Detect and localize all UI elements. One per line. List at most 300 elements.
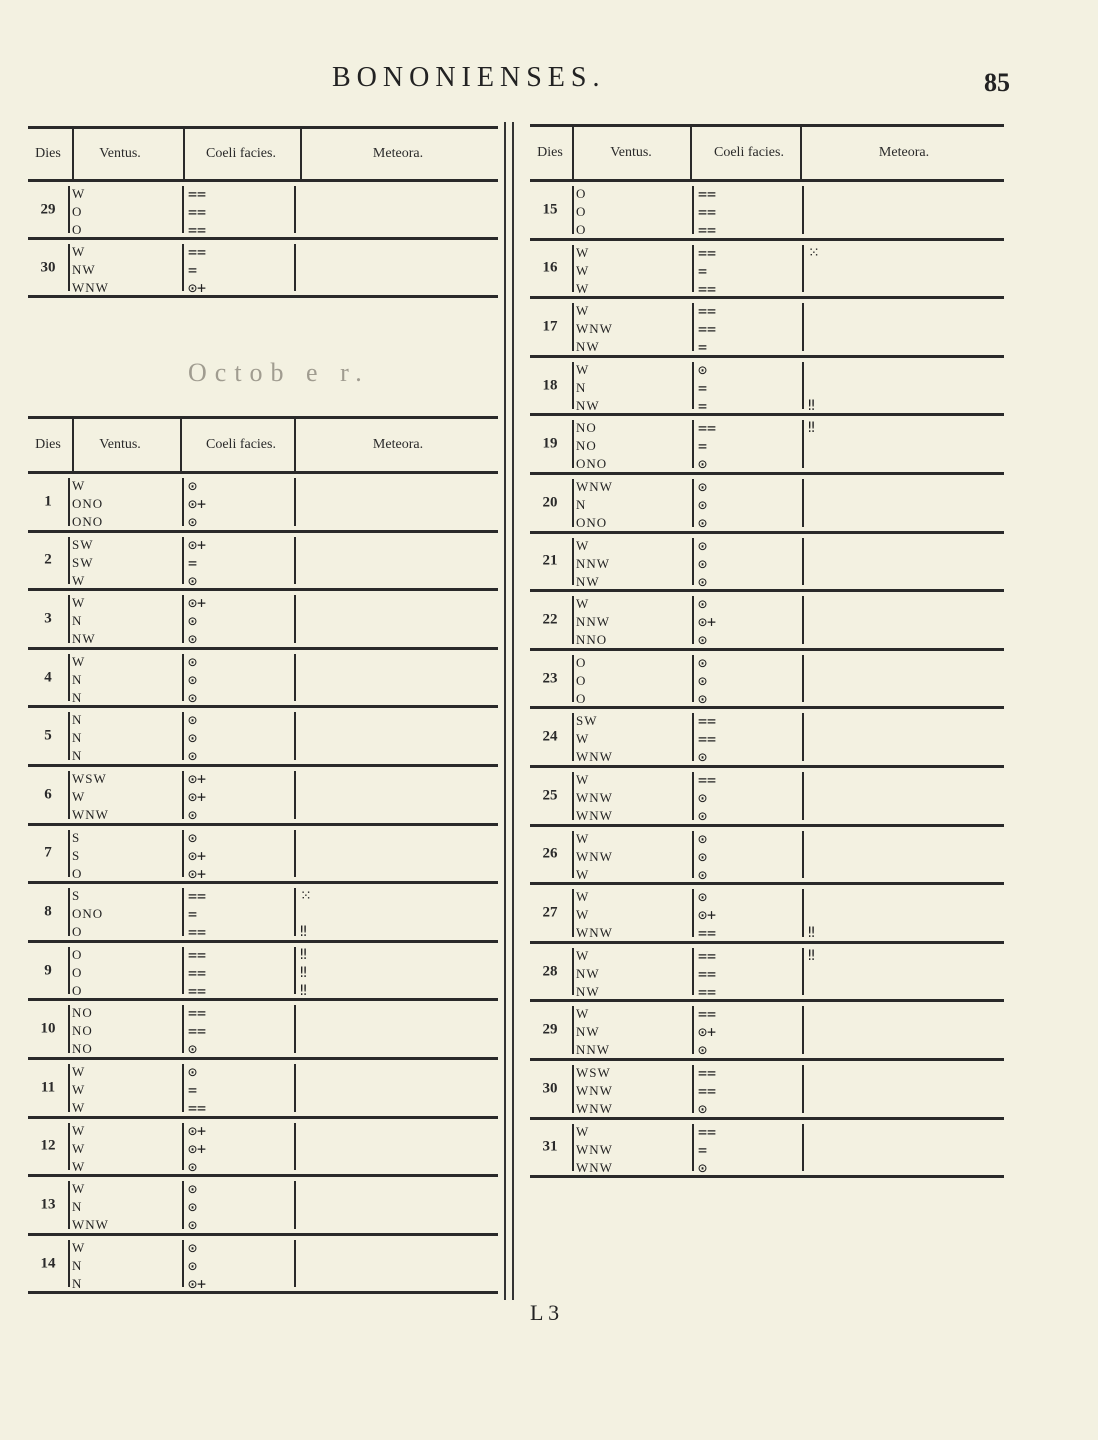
day-number: 9 xyxy=(44,962,52,979)
wind-reading: O xyxy=(72,865,83,881)
table-row xyxy=(28,474,498,533)
table-row xyxy=(28,533,498,592)
wind-reading: WNW xyxy=(576,1083,613,1098)
wind-reading: W xyxy=(72,1158,86,1174)
sky-symbol: ⊙+ xyxy=(188,279,207,297)
sky-symbol: ⊙ xyxy=(188,630,198,649)
wind-bracket xyxy=(572,772,574,820)
sky-symbol: ⊙ xyxy=(188,1040,198,1059)
day-number: 29 xyxy=(542,1021,558,1038)
meteora-symbol: ‼ xyxy=(808,397,815,414)
sky-symbol: == xyxy=(698,243,717,262)
meteora-bracket xyxy=(294,654,296,702)
sky-symbol: ⊙ xyxy=(188,1216,198,1235)
sky-symbol: ⊙ xyxy=(698,789,708,807)
header-meteora: Meteora. xyxy=(372,146,424,161)
day-number: 14 xyxy=(40,1255,56,1272)
wind-bracket xyxy=(68,595,70,643)
sky-symbol: ⊙ xyxy=(698,554,708,573)
wind-bracket xyxy=(572,713,574,761)
sky-symbol: == xyxy=(188,1004,207,1023)
header-rule xyxy=(183,129,185,179)
day-number: 1 xyxy=(44,493,52,510)
day-number: 30 xyxy=(542,1080,558,1097)
meteora-symbol: ‼ xyxy=(808,925,815,942)
sky-symbol: == xyxy=(698,982,717,1001)
day-number: 20 xyxy=(542,494,558,511)
header-coeli: Coeli facies. xyxy=(714,145,784,160)
sky-bracket xyxy=(692,1065,694,1113)
meteora-bracket xyxy=(294,595,296,643)
sky-bracket xyxy=(692,1006,694,1054)
wind-reading: NO xyxy=(72,1041,93,1057)
sky-symbol: ⊙ xyxy=(188,1063,198,1081)
meteora-bracket xyxy=(294,1181,296,1229)
meteora-bracket xyxy=(802,831,804,879)
column-divider xyxy=(504,122,506,1300)
wind-bracket xyxy=(68,654,70,702)
sky-bracket xyxy=(182,1240,184,1288)
sky-symbol: ⊙ xyxy=(698,1100,708,1118)
wind-reading: NNW xyxy=(576,1042,611,1058)
day-number: 3 xyxy=(44,610,52,627)
wind-reading: O xyxy=(576,186,587,201)
day-number: 19 xyxy=(542,435,558,452)
sky-symbol: ⊙ xyxy=(188,571,198,590)
sky-symbol: ⊙ xyxy=(698,1158,708,1177)
meteora-bracket xyxy=(802,948,804,996)
sky-symbol: ⊙ xyxy=(188,729,198,748)
wind-reading: O xyxy=(576,204,587,219)
sky-symbol: ⊙+ xyxy=(188,1274,207,1293)
day-number: 5 xyxy=(44,727,52,744)
wind-bracket xyxy=(572,303,574,351)
sky-symbol: == xyxy=(188,203,207,221)
table-row xyxy=(530,885,1004,944)
sky-bracket xyxy=(182,1123,184,1171)
wind-reading: WNW xyxy=(576,1141,613,1157)
day-number: 4 xyxy=(44,669,52,686)
sky-symbol: ⊙ xyxy=(188,1238,198,1257)
day-number: 18 xyxy=(542,377,558,394)
table-header xyxy=(28,126,498,182)
sky-bracket xyxy=(692,596,694,644)
wind-bracket xyxy=(572,889,574,937)
meteora-bracket xyxy=(802,1006,804,1054)
sky-symbol: ⊙ xyxy=(698,536,708,555)
wind-reading: WNW xyxy=(72,807,109,822)
wind-reading: W xyxy=(72,186,86,201)
sky-symbol: ⊙+ xyxy=(188,1121,207,1140)
wind-reading: NW xyxy=(576,573,600,589)
wind-reading: O xyxy=(72,222,83,237)
wind-reading: WNW xyxy=(576,321,613,337)
meteora-bracket xyxy=(294,830,296,878)
wind-reading: WNW xyxy=(576,790,613,805)
wind-reading: W xyxy=(72,1064,86,1079)
table-row xyxy=(530,827,1004,886)
wind-bracket xyxy=(572,1006,574,1054)
wind-reading: WNW xyxy=(576,925,613,941)
wind-bracket xyxy=(572,538,574,586)
wind-bracket xyxy=(68,830,70,878)
meteora-bracket xyxy=(802,1124,804,1172)
wind-bracket xyxy=(68,1064,70,1112)
sky-bracket xyxy=(692,245,694,293)
sky-symbol: ⊙ xyxy=(188,612,198,631)
wind-reading: NW xyxy=(72,262,96,277)
sky-symbol: == xyxy=(698,1005,717,1024)
sky-bracket xyxy=(182,595,184,643)
meteora-bracket xyxy=(802,245,804,293)
meteora-bracket xyxy=(802,420,804,468)
sky-symbol: ⊙ xyxy=(188,747,198,766)
wind-reading: O xyxy=(72,982,83,998)
sky-symbol: == xyxy=(698,419,717,438)
table-row xyxy=(530,768,1004,827)
wind-reading: W xyxy=(576,731,590,747)
header-dies: Dies xyxy=(35,437,61,452)
sky-bracket xyxy=(692,889,694,937)
day-number: 30 xyxy=(40,259,56,275)
sky-symbol: == xyxy=(698,712,717,731)
wind-reading: S xyxy=(72,847,81,863)
day-number: 23 xyxy=(542,670,558,687)
wind-reading: N xyxy=(72,1275,83,1291)
wind-reading: O xyxy=(72,924,83,940)
wind-reading: W xyxy=(576,947,590,963)
day-number: 11 xyxy=(40,1079,56,1096)
wind-reading: NW xyxy=(576,339,600,355)
table-row xyxy=(28,767,498,826)
wind-reading: O xyxy=(576,654,587,670)
wind-reading: WNW xyxy=(576,848,613,864)
sky-symbol: ⊙ xyxy=(698,865,708,884)
day-number: 17 xyxy=(542,318,558,335)
sky-bracket xyxy=(182,888,184,936)
wind-bracket xyxy=(572,186,574,234)
wind-reading: W xyxy=(576,1006,590,1022)
wind-reading: W xyxy=(72,1122,86,1138)
signature-mark: L 3 xyxy=(530,1300,560,1325)
sky-bracket xyxy=(692,948,694,996)
sky-bracket xyxy=(182,771,184,819)
wind-reading: WNW xyxy=(576,1159,613,1175)
sky-symbol: ⊙+ xyxy=(188,535,207,554)
sky-symbol: = xyxy=(188,1081,198,1099)
sky-symbol: = xyxy=(188,553,198,572)
wind-reading: W xyxy=(576,889,590,905)
table-row xyxy=(28,1177,498,1236)
sky-symbol: = xyxy=(698,338,708,357)
table-row xyxy=(530,592,1004,651)
wind-bracket xyxy=(572,420,574,468)
wind-reading: W xyxy=(576,596,590,612)
sky-symbol: == xyxy=(698,279,717,298)
day-number: 7 xyxy=(44,844,52,861)
header-ventus: Ventus. xyxy=(99,437,141,452)
month-title-october: Octob e r. xyxy=(188,358,370,387)
wind-reading: WNW xyxy=(576,749,613,765)
sky-bracket xyxy=(692,1124,694,1172)
sky-symbol: == xyxy=(188,945,207,964)
wind-reading: W xyxy=(72,244,86,259)
sky-bracket xyxy=(182,712,184,760)
meteora-bracket xyxy=(294,537,296,585)
table-row xyxy=(530,241,1004,300)
wind-reading: SW xyxy=(72,554,94,570)
wind-reading: SW xyxy=(576,713,598,729)
meteora-bracket xyxy=(802,186,804,234)
wind-reading: W xyxy=(72,478,86,493)
table-row xyxy=(530,299,1004,358)
sky-symbol: == xyxy=(698,1082,717,1100)
sky-symbol: ⊙ xyxy=(188,806,198,824)
wind-reading: N xyxy=(72,712,83,728)
table-row xyxy=(28,1001,498,1060)
day-number: 16 xyxy=(542,259,558,276)
table-row xyxy=(28,240,498,298)
sky-bracket xyxy=(182,654,184,702)
sky-symbol: == xyxy=(698,221,717,239)
wind-reading: WSW xyxy=(72,771,107,786)
sky-symbol: ⊙ xyxy=(188,1180,198,1199)
sky-symbol: ⊙ xyxy=(188,1157,198,1176)
meteora-symbol: ‼ xyxy=(808,420,815,437)
wind-reading: O xyxy=(72,204,83,219)
header-rule xyxy=(72,129,74,179)
header-rule xyxy=(72,419,74,471)
sky-symbol: = xyxy=(698,396,708,415)
wind-reading: WSW xyxy=(576,1065,611,1080)
sky-bracket xyxy=(692,420,694,468)
wind-reading: NW xyxy=(576,1024,600,1040)
meteora-bracket xyxy=(294,1123,296,1171)
meteora-bracket xyxy=(802,655,804,703)
header-rule xyxy=(800,127,802,179)
header-rule xyxy=(180,419,182,471)
day-number: 21 xyxy=(542,552,558,569)
day-number: 26 xyxy=(542,845,558,862)
sky-symbol: ⊙ xyxy=(188,1198,198,1217)
day-number: 28 xyxy=(542,963,558,980)
sky-bracket xyxy=(182,1181,184,1229)
day-number: 13 xyxy=(40,1196,56,1213)
wind-reading: NO xyxy=(72,1023,93,1039)
wind-reading: WNW xyxy=(72,1217,109,1233)
sky-symbol: == xyxy=(698,946,717,965)
wind-reading: NO xyxy=(576,438,597,454)
wind-reading: W xyxy=(72,1100,86,1115)
table-row xyxy=(530,1002,1004,1061)
wind-reading: W xyxy=(576,866,590,882)
sky-symbol: ⊙ xyxy=(698,671,708,690)
sky-symbol: == xyxy=(188,243,207,261)
sky-symbol: = xyxy=(188,905,198,924)
sky-symbol: ⊙ xyxy=(698,478,708,496)
sky-symbol: == xyxy=(698,924,717,943)
day-number: 27 xyxy=(542,904,558,921)
wind-bracket xyxy=(68,186,70,233)
wind-bracket xyxy=(572,362,574,410)
sky-symbol: ⊙+ xyxy=(188,846,207,865)
sky-symbol: ⊙ xyxy=(698,572,708,591)
wind-reading: NNW xyxy=(576,614,611,630)
wind-bracket xyxy=(572,1065,574,1113)
sky-symbol: = xyxy=(188,261,198,279)
sky-bracket xyxy=(182,537,184,585)
wind-reading: W xyxy=(576,1123,590,1139)
sky-symbol: ⊙+ xyxy=(188,770,207,788)
header-rule xyxy=(294,419,296,471)
sky-symbol: == xyxy=(698,730,717,749)
table-row xyxy=(530,182,1004,241)
meteora-bracket xyxy=(802,303,804,351)
sky-symbol: ⊙ xyxy=(188,828,198,847)
wind-bracket xyxy=(572,1124,574,1172)
table-row xyxy=(530,534,1004,593)
wind-reading: W xyxy=(576,303,590,319)
sky-symbol: ⊙ xyxy=(698,653,708,672)
day-number: 31 xyxy=(542,1138,558,1155)
table-row xyxy=(530,475,1004,534)
meteora-bracket xyxy=(294,244,296,291)
table-header xyxy=(28,416,498,474)
day-number: 15 xyxy=(542,201,558,218)
day-number: 29 xyxy=(40,201,56,217)
wind-reading: NW xyxy=(576,965,600,981)
sky-symbol: == xyxy=(698,203,717,221)
wind-reading: O xyxy=(576,672,587,688)
header-dies: Dies xyxy=(537,145,563,160)
sky-symbol: ⊙ xyxy=(698,360,708,379)
sky-bracket xyxy=(182,1064,184,1112)
wind-bracket xyxy=(68,1123,70,1171)
sky-symbol: ⊙ xyxy=(698,631,708,650)
meteora-bracket xyxy=(294,1240,296,1288)
table-row xyxy=(530,1120,1004,1179)
wind-bracket xyxy=(68,947,70,995)
sky-bracket xyxy=(182,1005,184,1053)
sky-symbol: ⊙ xyxy=(698,829,708,848)
wind-reading: N xyxy=(72,671,83,687)
wind-reading: ONO xyxy=(72,514,104,529)
sky-symbol: ⊙ xyxy=(188,711,198,730)
wind-reading: SW xyxy=(72,536,94,552)
wind-reading: WNW xyxy=(576,479,613,494)
wind-bracket xyxy=(572,948,574,996)
meteora-bracket xyxy=(294,1064,296,1112)
meteora-symbol: ⁙ xyxy=(300,888,312,905)
sky-symbol: ⊙ xyxy=(188,652,198,671)
wind-bracket xyxy=(68,537,70,585)
header-meteora: Meteora. xyxy=(878,145,930,160)
sky-symbol: ⊙ xyxy=(188,688,198,707)
sky-symbol: == xyxy=(188,1099,207,1117)
meteora-bracket xyxy=(802,1065,804,1113)
table-row xyxy=(530,651,1004,710)
wind-reading: ONO xyxy=(72,496,104,511)
sky-symbol: ⊙ xyxy=(698,496,708,514)
header-ventus: Ventus. xyxy=(99,146,141,161)
wind-bracket xyxy=(68,244,70,291)
meteora-bracket xyxy=(802,362,804,410)
table-row xyxy=(28,1060,498,1119)
sky-symbol: ⊙ xyxy=(188,477,198,495)
table-row xyxy=(530,1061,1004,1120)
wind-bracket xyxy=(68,478,70,526)
table-row xyxy=(28,708,498,767)
day-number: 24 xyxy=(542,728,558,745)
header-coeli: Coeli facies. xyxy=(206,146,276,161)
sky-symbol: ⊙ xyxy=(698,689,708,708)
wind-reading: NNW xyxy=(576,555,611,571)
sky-symbol: ⊙ xyxy=(698,888,708,907)
sky-symbol: == xyxy=(188,887,207,906)
meteora-bracket xyxy=(802,596,804,644)
meteora-bracket xyxy=(294,771,296,819)
wind-reading: W xyxy=(576,907,590,923)
wind-reading: W xyxy=(576,262,590,278)
wind-bracket xyxy=(68,712,70,760)
table-row xyxy=(28,1119,498,1178)
sky-bracket xyxy=(182,830,184,878)
table-row xyxy=(530,416,1004,475)
header-rule xyxy=(690,127,692,179)
sky-bracket xyxy=(692,831,694,879)
wind-reading: W xyxy=(72,1239,86,1255)
meteora-bracket xyxy=(802,772,804,820)
meteora-bracket xyxy=(802,479,804,527)
meteora-symbol: ‼ xyxy=(808,947,815,964)
sky-bracket xyxy=(182,947,184,995)
wind-reading: N xyxy=(576,497,587,512)
wind-reading: ONO xyxy=(576,456,608,472)
wind-reading: N xyxy=(72,730,83,746)
sky-symbol: == xyxy=(188,221,207,239)
wind-reading: NW xyxy=(72,631,96,647)
wind-reading: W xyxy=(72,595,86,611)
sky-symbol: ⊙ xyxy=(698,1041,708,1060)
day-number: 2 xyxy=(44,551,52,568)
wind-reading: NNO xyxy=(576,632,608,648)
meteora-symbol: ⁙ xyxy=(808,244,820,261)
header-meteora: Meteora. xyxy=(372,437,424,452)
sky-symbol: ⊙ xyxy=(698,455,708,474)
table-row xyxy=(28,182,498,240)
wind-reading: W xyxy=(72,653,86,669)
header-dies: Dies xyxy=(35,146,61,161)
wind-bracket xyxy=(68,771,70,819)
sky-symbol: = xyxy=(698,261,708,280)
table-row xyxy=(530,944,1004,1003)
sky-symbol: == xyxy=(698,1122,717,1141)
sky-symbol: == xyxy=(698,302,717,321)
page-number: 85 xyxy=(984,68,1010,97)
sky-bracket xyxy=(182,478,184,526)
wind-reading: ONO xyxy=(576,515,608,530)
meteora-bracket xyxy=(294,888,296,936)
wind-reading: W xyxy=(576,280,590,296)
wind-bracket xyxy=(572,596,574,644)
sky-symbol: == xyxy=(188,1022,207,1041)
wind-reading: N xyxy=(72,1199,83,1215)
table-row xyxy=(28,1236,498,1295)
sky-bracket xyxy=(692,655,694,703)
wind-reading: W xyxy=(576,772,590,787)
sky-symbol: ⊙+ xyxy=(188,1139,207,1158)
wind-bracket xyxy=(68,1240,70,1288)
